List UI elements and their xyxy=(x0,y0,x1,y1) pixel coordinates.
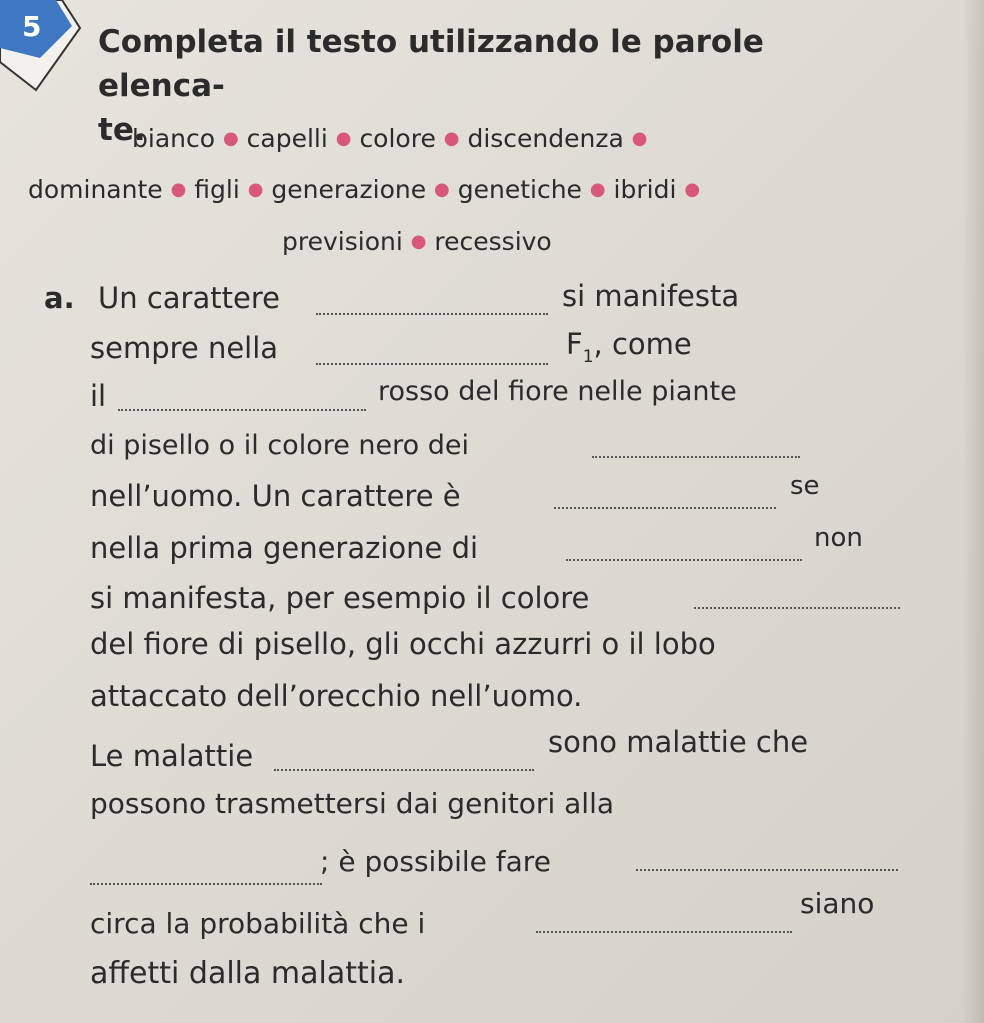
text-line: Le malattie xyxy=(90,739,254,773)
bullet-icon: ● xyxy=(410,231,427,252)
bullet-icon: ● xyxy=(247,179,264,200)
text-line: affetti dalla malattia. xyxy=(90,956,406,991)
exercise-number: 5 xyxy=(22,10,42,43)
text-line: il xyxy=(90,379,107,413)
word-bank-item: figli xyxy=(194,175,240,204)
answer-blank-5[interactable] xyxy=(554,506,776,509)
word-bank-item: ibridi xyxy=(613,175,677,204)
word-bank-item: colore xyxy=(359,124,436,153)
text-line: circa la probabilità che i xyxy=(90,907,426,940)
answer-blank-11[interactable] xyxy=(536,930,792,933)
text-line: nell’uomo. Un carattere è xyxy=(90,479,461,513)
text-line: non xyxy=(814,523,863,553)
text-fragment: , come xyxy=(593,327,692,361)
answer-blank-9[interactable] xyxy=(90,882,322,885)
answer-blank-10[interactable] xyxy=(636,868,898,871)
exercise-title-line-2: te. xyxy=(98,112,146,148)
bullet-icon: ● xyxy=(222,128,239,149)
word-bank-item: dominante xyxy=(28,175,163,204)
text-line-f1 xyxy=(566,326,692,375)
bullet-icon: ● xyxy=(434,179,450,200)
answer-blank-1[interactable] xyxy=(316,312,548,315)
answer-blank-8[interactable] xyxy=(274,768,534,771)
answer-blank-6[interactable] xyxy=(566,558,802,561)
bullet-icon: ● xyxy=(631,128,648,149)
text-line: rosso del fiore nelle piante xyxy=(378,376,737,407)
answer-blank-2[interactable] xyxy=(316,362,548,365)
text-line: ; è possibile fare xyxy=(320,845,551,878)
badge-shape xyxy=(0,0,86,92)
bullet-icon: ● xyxy=(170,179,187,200)
answer-blank-3[interactable] xyxy=(118,408,366,411)
text-line: siano xyxy=(800,887,875,920)
text-line: nella prima generazione di xyxy=(90,531,479,565)
word-bank-line-2 xyxy=(28,174,700,206)
word-bank-item: discendenza xyxy=(467,124,624,153)
word-bank-item: generazione xyxy=(271,175,427,204)
word-bank-item: previsioni xyxy=(282,227,403,256)
text-line: si manifesta xyxy=(562,279,740,313)
word-bank-line-1 xyxy=(132,123,648,155)
item-label: a. xyxy=(44,281,75,315)
text-line: si manifesta, per esempio il colore xyxy=(90,581,590,615)
word-bank-item: genetiche xyxy=(457,175,582,204)
bullet-icon: ● xyxy=(335,128,352,149)
f-symbol: F xyxy=(566,327,583,361)
text-line: del fiore di pisello, gli occhi azzurri o il lobo xyxy=(90,627,716,661)
exercise-title-line-1: Completa il testo utilizzando le parole elenca- xyxy=(98,24,764,104)
bullet-icon: ● xyxy=(684,179,701,200)
f-subscript: 1 xyxy=(582,347,594,367)
bullet-icon: ● xyxy=(589,179,606,200)
answer-blank-4[interactable] xyxy=(592,455,800,458)
text-line: sono malattie che xyxy=(548,725,809,759)
text-line: Un carattere xyxy=(98,281,280,315)
text-line: di pisello o il colore nero dei xyxy=(90,430,470,461)
page-edge-shadow xyxy=(962,0,984,1023)
word-bank-item: capelli xyxy=(246,124,328,153)
exercise-number-badge xyxy=(0,0,86,92)
text-line: sempre nella xyxy=(90,331,279,365)
bullet-icon: ● xyxy=(443,128,460,149)
text-line: attaccato dell’orecchio nell’uomo. xyxy=(90,679,583,713)
word-bank-line-3 xyxy=(282,226,552,258)
word-bank-item: bianco xyxy=(132,124,216,153)
text-line: possono trasmettersi dai genitori alla xyxy=(90,787,615,820)
text-line: se xyxy=(790,471,820,501)
answer-blank-7[interactable] xyxy=(694,606,900,609)
word-bank-item: recessivo xyxy=(434,227,552,256)
